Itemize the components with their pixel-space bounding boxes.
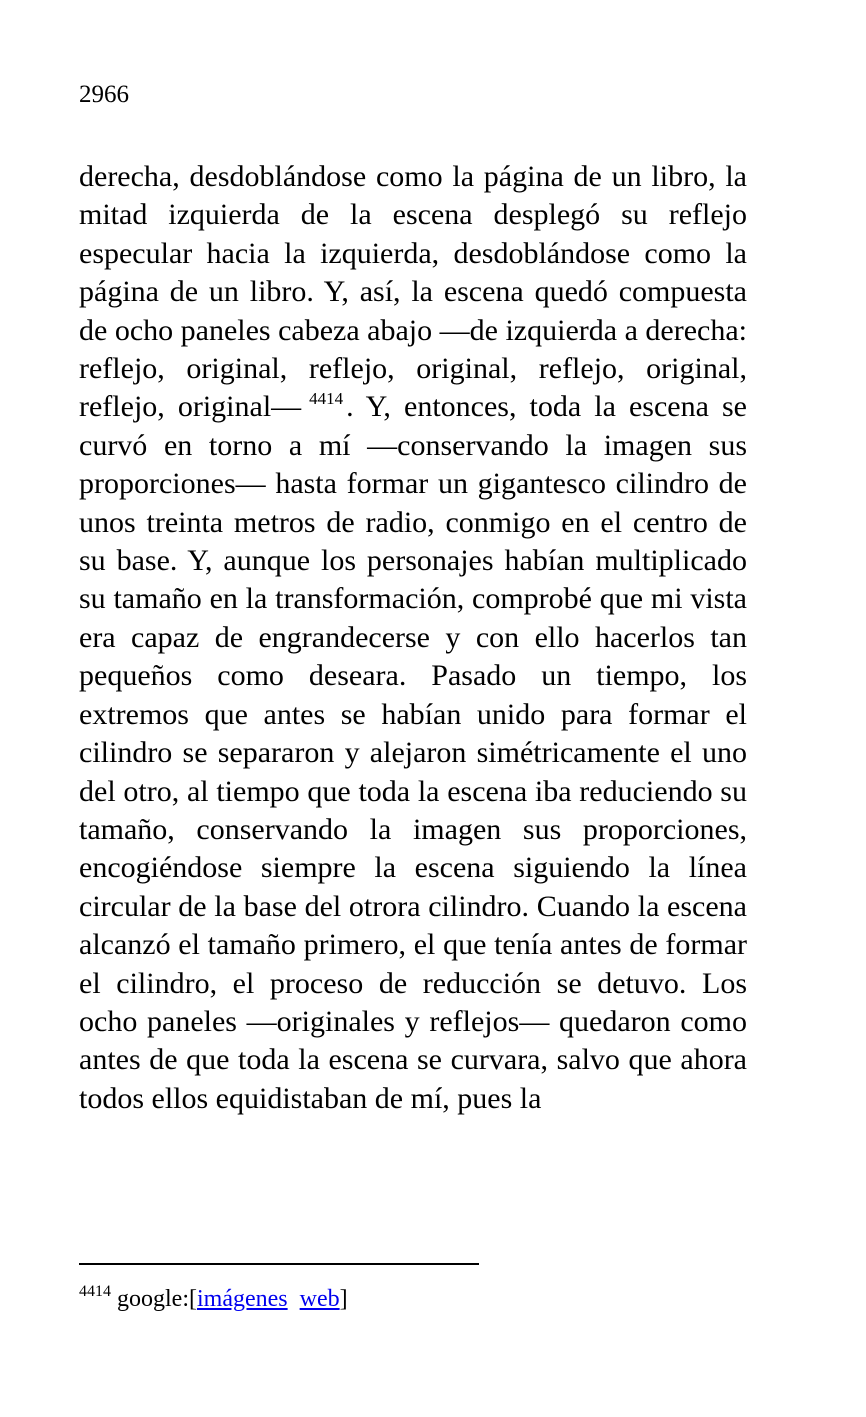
footnote-reference[interactable]: 4414 — [309, 389, 344, 409]
body-text-part-2: . Y, entonces, toda la escena se curvó en torno a mí —conservando la imagen sus proporciones— hasta formar un gigantesco cilindro de unos treinta metros de radio, conmigo en el centro de su base. Y, aunque los personajes habían multiplicado su tamaño en la transformación, comprobé que mi vista era capaz de engrandecerse y con ello hacerlos tan pequeños como deseara. Pasado un tiempo, los extremos que antes se habían unido para formar el cilindro se separaron y alejaron simétricamente el uno del otro, al tiempo que toda la escena iba reduciendo su tamaño, conservando la imagen sus proporciones, encogiéndose siempre la escena siguiendo la línea circular de la base del otrora cilindro. Cuando la escena alcanzó el tamaño primero, el que tenía antes de formar el cilindro, el proceso de reducción se detuvo. Los ocho paneles —originales y reflejos— quedaron como antes de que toda la escena se curvara, salvo que ahora todos ellos equidistaban de mí, pues la — [79, 390, 747, 1115]
body-text-part-1: derecha, desdoblándose como la página de un libro, la mitad izquierda de la escena desplegó su reflejo especular hacia la izquierda, desdoblándose como la página de un libro. Y, así, la escena quedó compuesta de ocho paneles cabeza abajo —de izquierda a derecha: reflejo, original, reflejo, original, reflejo, original, reflejo, original— — [79, 160, 747, 424]
body-text — [79, 158, 747, 1118]
footnote-number: 4414 — [79, 1283, 111, 1300]
footnote-suffix: ] — [339, 1286, 348, 1312]
footnote-separator — [79, 1263, 479, 1265]
footnote-link-web[interactable]: web — [299, 1286, 340, 1312]
page-number: 2966 — [79, 81, 129, 108]
footnote — [79, 1284, 348, 1314]
footnote-prefix: google:[ — [117, 1286, 197, 1312]
footnote-link-images[interactable]: imágenes — [196, 1286, 288, 1312]
